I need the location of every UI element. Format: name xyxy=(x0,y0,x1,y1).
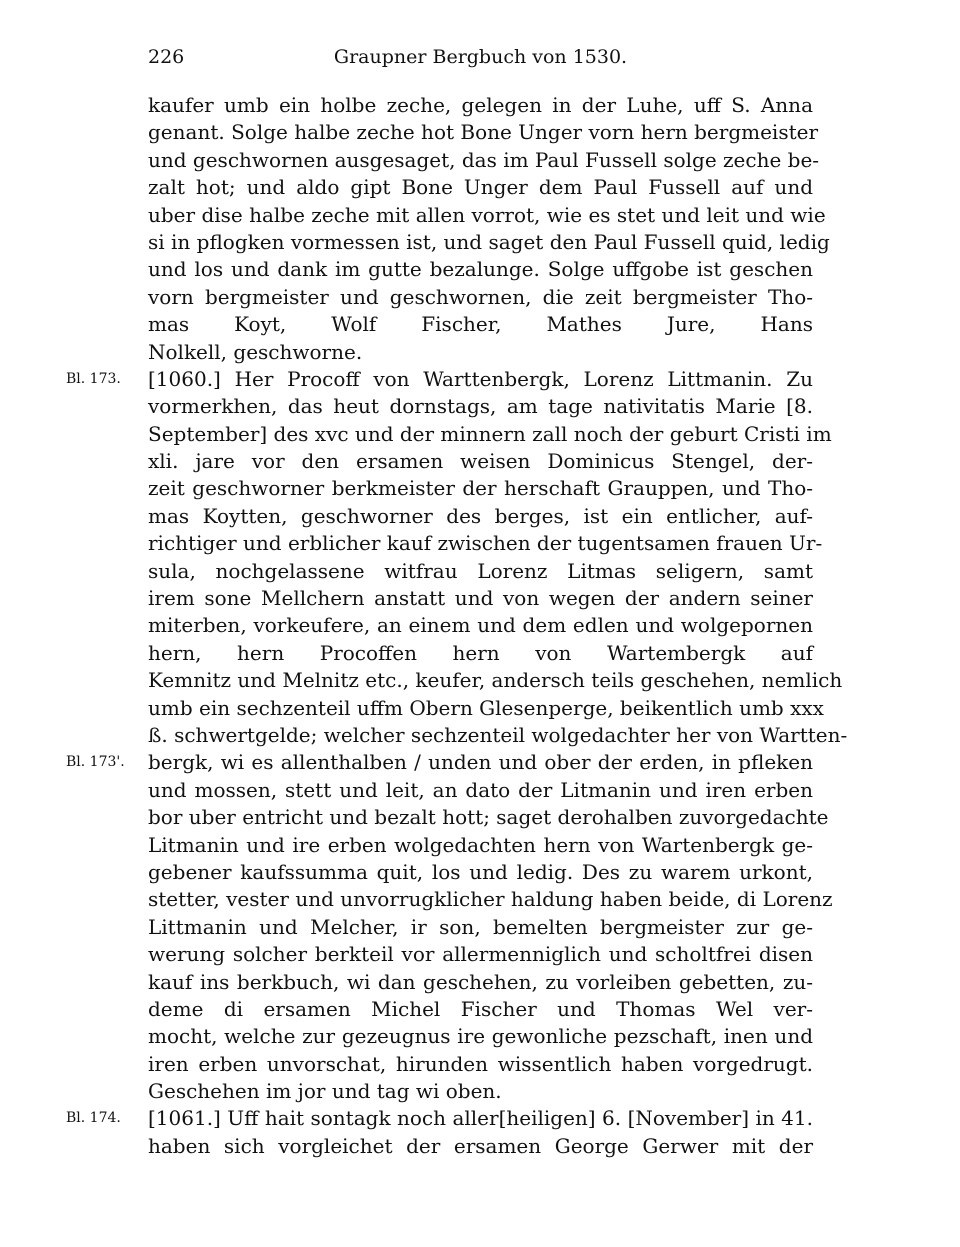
line-text: xli. jare vor den ersamen weisen Dominicus Stengel, der- xyxy=(148,449,813,474)
line-text: irem sone Mellchern anstatt und von wegen der andern seiner xyxy=(148,586,813,611)
line-text: bor uber entricht und bezalt hott; saget derohalben zuvorgedachte xyxy=(148,805,829,830)
text-line xyxy=(148,448,813,475)
line-text: si in pflogken vormessen ist, und saget den Paul Fussell quid, ledig xyxy=(148,229,830,254)
text-line xyxy=(148,804,829,831)
margin-folio-note: Bl. 173'. xyxy=(66,754,125,771)
text-line xyxy=(66,749,813,776)
text-line xyxy=(148,859,813,886)
line-text: ß. schwertgelde; welcher sechzenteil wolgedachter her von Wartten- xyxy=(148,722,848,747)
line-text: und geschwornen ausgesaget, das im Paul Fussell solge zeche be- xyxy=(148,147,820,172)
text-line xyxy=(148,1078,813,1105)
line-text: Littmanin und Melcher, ir son, bemelten bergmeister zur ge- xyxy=(148,914,813,939)
text-line xyxy=(148,530,823,557)
running-title: Graupner Bergbuch von 1530. xyxy=(333,46,628,68)
text-line xyxy=(148,914,813,941)
line-text: richtiger und erblicher kauf zwischen der tugentsamen frauen Ur- xyxy=(148,531,823,556)
line-text: zeit geschworner berkmeister der herschaft Grauppen, und Tho- xyxy=(148,476,813,501)
line-text: werung solcher berkteil vor allermenniglich und scholtfrei disen xyxy=(148,942,813,967)
text-line xyxy=(148,640,813,667)
line-text: uber dise halbe zeche mit allen vorrot, wie es stet und leit und wie xyxy=(148,202,826,227)
text-line xyxy=(148,996,813,1023)
text-line xyxy=(148,667,843,694)
line-text: vorn bergmeister und geschwornen, die zeit bergmeister Tho- xyxy=(148,284,813,309)
text-line xyxy=(148,475,813,502)
line-text: Nolkell, geschworne. xyxy=(148,339,363,364)
line-text: bergk, wi es allenthalben / unden und ober der erden, in pfleken xyxy=(148,750,813,775)
text-line xyxy=(66,366,813,393)
body-text xyxy=(66,92,848,1160)
line-text: miterben, vorkeufere, an einem und dem edlen und wolgepornen xyxy=(148,613,813,638)
line-text: stetter, vester und unvorrugklicher haldung haben beide, di Lorenz xyxy=(148,887,833,912)
line-text: mas Koytten, geschworner des berges, ist ein entlicher, auf- xyxy=(148,503,813,528)
line-text: gebener kaufssumma quit, los und ledig. Des zu warem urkont, xyxy=(148,859,813,884)
text-line xyxy=(148,695,824,722)
text-line xyxy=(148,202,826,229)
line-text: umb ein sechzenteil uffm Obern Glesenperge, beikentlich umb xxx xyxy=(148,695,824,720)
margin-folio-note: Bl. 173. xyxy=(66,370,121,387)
text-line xyxy=(148,777,813,804)
text-line xyxy=(148,311,813,338)
text-line xyxy=(148,421,832,448)
line-text: kaufer umb ein holbe zeche, gelegen in der Luhe, uff S. Anna xyxy=(148,93,813,117)
text-line xyxy=(148,147,820,174)
text-line xyxy=(148,1051,813,1078)
line-text: haben sich vorgleichet der ersamen George Gerwer mit der xyxy=(148,1133,813,1158)
line-text: kauf ins berkbuch, wi dan geschehen, zu vorleiben gebetten, zu- xyxy=(148,969,813,994)
text-line xyxy=(148,339,813,366)
text-line xyxy=(148,886,833,913)
line-text: Litmanin und ire erben wolgedachten hern von Wartenbergk ge- xyxy=(148,832,813,857)
text-line xyxy=(148,284,813,311)
line-text: hern, hern Procoffen hern von Wartembergk auf xyxy=(148,640,813,665)
line-text: mocht, welche zur gezeugnus ire gewonliche pezschaft, inen und xyxy=(148,1024,813,1049)
line-text: [1061.] Uff hait sontagk noch aller[heiligen] 6. [November] in 41. xyxy=(148,1106,813,1131)
line-text: mas Koyt, Wolf Fischer, Mathes Jure, Hans xyxy=(148,312,813,337)
text-line xyxy=(148,969,813,996)
text-line xyxy=(148,393,813,420)
margin-folio-note: Bl. 174. xyxy=(66,1110,121,1127)
line-text: genant. Solge halbe zeche hot Bone Unger vorn hern bergmeister xyxy=(148,120,819,145)
text-line xyxy=(66,1105,813,1132)
text-line xyxy=(148,832,813,859)
text-line xyxy=(148,256,813,283)
line-text: und mossen, stett und leit, an dato der Litmanin und iren erben xyxy=(148,777,813,802)
text-line xyxy=(148,585,813,612)
text-line xyxy=(148,1133,813,1160)
text-line xyxy=(148,558,813,585)
line-text: deme di ersamen Michel Fischer und Thomas Wel ver- xyxy=(148,996,813,1021)
line-text: Kemnitz und Melnitz etc., keufer, andersch teils geschehen, nemlich xyxy=(148,668,843,693)
text-line xyxy=(148,119,819,146)
page-header xyxy=(148,40,813,74)
line-text: Geschehen im jor und tag wi oben. xyxy=(148,1079,502,1104)
line-text: sula, nochgelassene witfrau Lorenz Litmas seligern, samt xyxy=(148,558,813,583)
line-text: September] des xvc und der minnern zall noch der geburt Cristi im xyxy=(148,421,832,446)
text-line xyxy=(148,503,813,530)
text-line xyxy=(148,1023,813,1050)
line-text: zalt hot; und aldo gipt Bone Unger dem Paul Fussell auf und xyxy=(148,175,813,200)
text-line xyxy=(148,722,848,749)
text-line xyxy=(148,92,813,119)
line-text: iren erben unvorschat, hirunden wissentlich haben vorgedrugt. xyxy=(148,1051,813,1076)
text-line xyxy=(148,174,813,201)
text-line xyxy=(148,229,830,256)
text-line xyxy=(148,612,813,639)
line-text: [1060.] Her Procoff von Warttenbergk, Lorenz Littmanin. Zu xyxy=(148,366,813,391)
line-text: und los und dank im gutte bezalunge. Solge uffgobe ist geschen xyxy=(148,257,813,282)
line-text: vormerkhen, das heut dornstags, am tage nativitatis Marie [8. xyxy=(148,394,813,419)
page-number: 226 xyxy=(148,46,185,68)
text-line xyxy=(148,941,813,968)
